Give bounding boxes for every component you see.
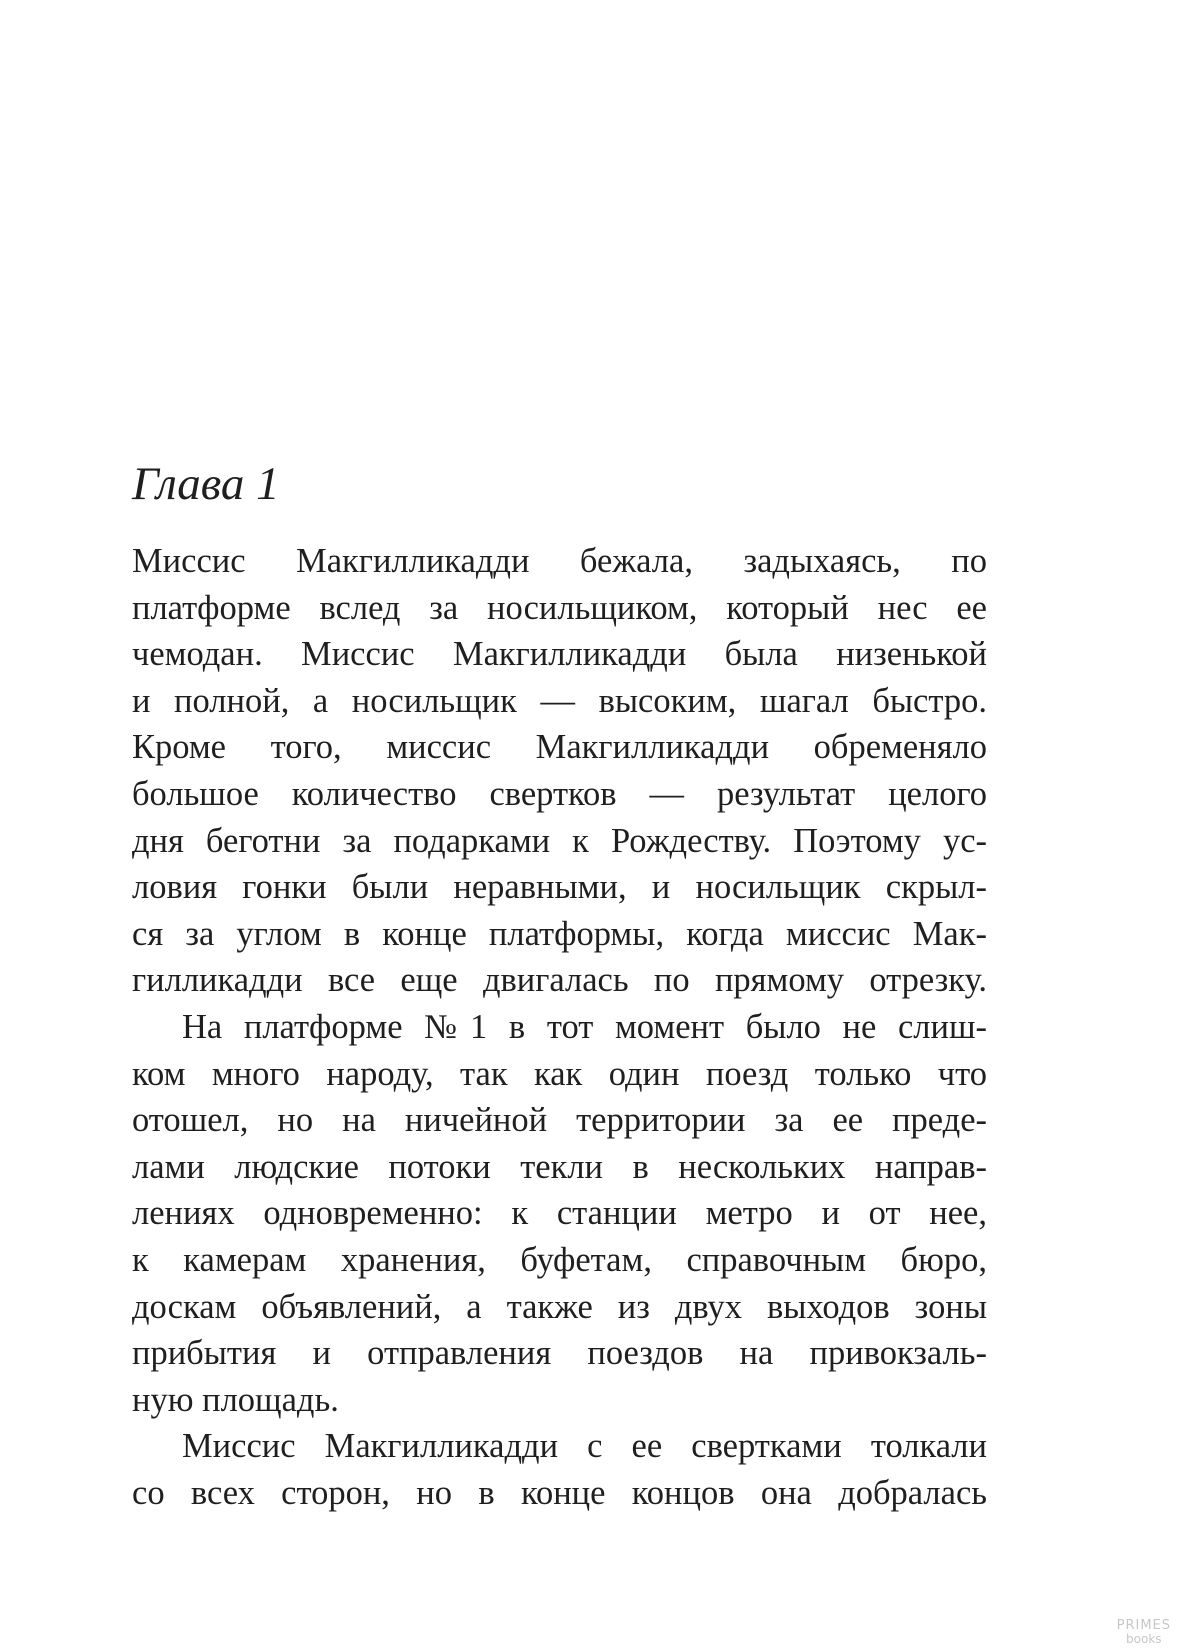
text-line: Миссис Макгилликадди с ее свертками толкали <box>182 1427 987 1466</box>
text-line: лениях одновременно: к станции метро и от нее, <box>132 1194 987 1233</box>
chapter-body <box>132 538 987 1516</box>
text-line: лами людские потоки текли в нескольких направ- <box>132 1147 987 1186</box>
paragraph-2 <box>132 1004 987 1423</box>
text-line: гилликадди все еще двигалась по прямому отрезку. <box>132 961 987 1000</box>
text-line: большое количество свертков — результат целого <box>132 774 987 813</box>
text-line: прибытия и отправления поездов на привокзаль- <box>132 1334 987 1373</box>
text-line: чемодан. Миссис Макгилликадди была низенькой <box>132 635 987 674</box>
text-line: Кроме того, миссис Макгилликадди обременяло <box>132 728 987 767</box>
text-line: к камерам хранения, буфетам, справочным бюро, <box>132 1240 987 1279</box>
text-line: дня беготни за подарками к Рождеству. Поэтому ус- <box>132 821 987 860</box>
chapter-title: Глава 1 <box>132 458 280 510</box>
paragraph-1 <box>132 538 987 1004</box>
watermark-bottom-text: books <box>1126 1632 1162 1646</box>
text-line: платформе вслед за носильщиком, который нес ее <box>132 588 987 627</box>
text-line: отошел, но на ничейной территории за ее преде- <box>132 1101 987 1140</box>
text-line: ную площадь. <box>132 1380 339 1419</box>
paragraph-3 <box>132 1423 987 1516</box>
watermark-logo <box>1117 1619 1171 1645</box>
text-line: и полной, а носильщик — высоким, шагал быстро. <box>132 681 987 720</box>
text-line: На платформе №1 в тот момент было не слиш- <box>182 1007 987 1046</box>
text-line: ловия гонки были неравными, и носильщик скрыл- <box>132 868 987 907</box>
text-line: ком много народу, так как один поезд только что <box>132 1054 987 1093</box>
text-line: со всех сторон, но в конце концов она добралась <box>132 1473 987 1512</box>
text-line: ся за углом в конце платформы, когда миссис Мак- <box>132 914 987 953</box>
text-line: доскам объявлений, а также из двух выходов зоны <box>132 1287 987 1326</box>
text-line: Миссис Макгилликадди бежала, задыхаясь, по <box>132 542 987 580</box>
watermark-top-text: PRIMES <box>1116 1618 1171 1633</box>
